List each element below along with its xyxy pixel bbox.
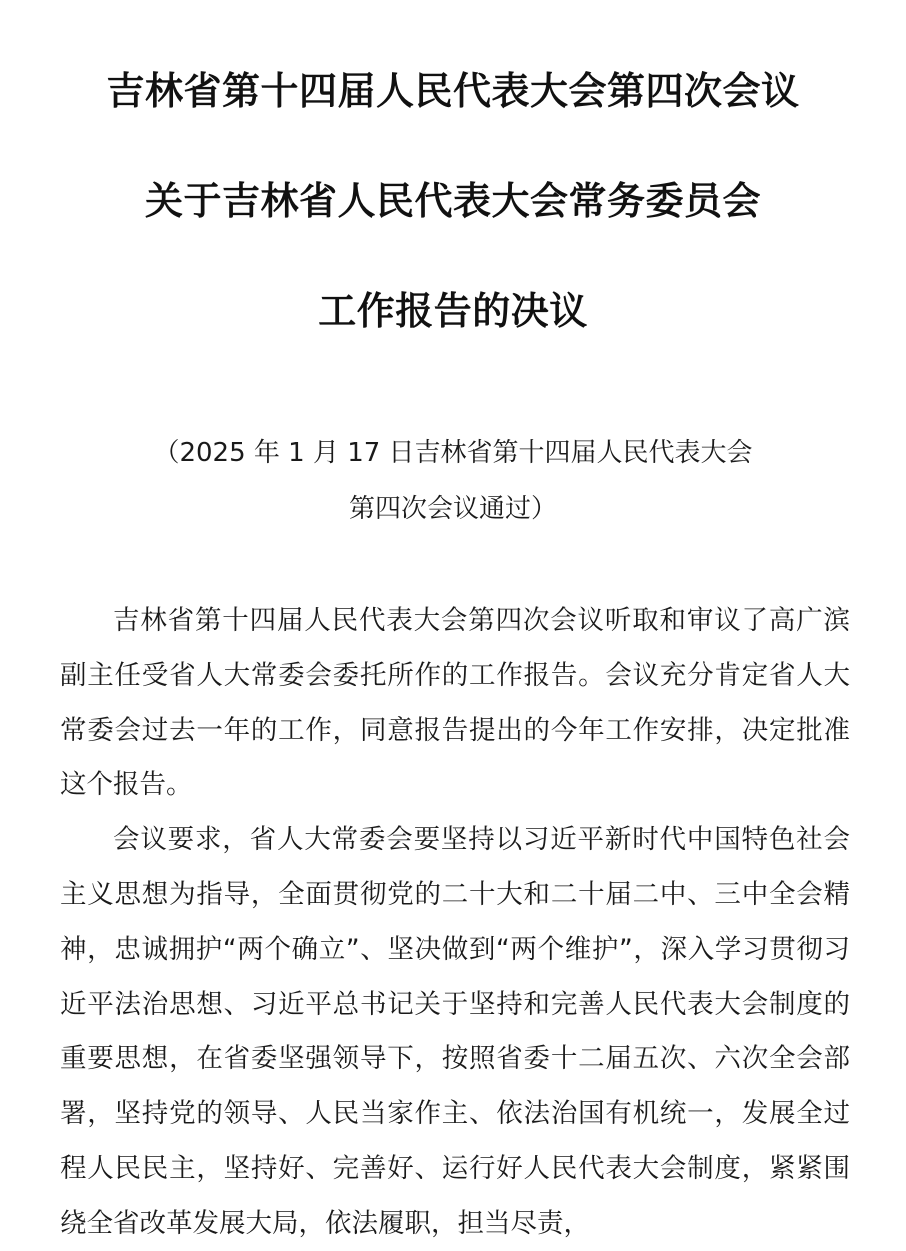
- document-body: [60, 594, 850, 1251]
- document-title-line-1: 吉林省第十四届人民代表大会第四次会议: [106, 68, 800, 113]
- document-title-line-3: 工作报告的决议: [318, 288, 588, 333]
- body-paragraph-2: 会议要求，省人大常委会要坚持以习近平新时代中国特色社会主义思想为指导，全面贯彻党的二十大和二十届二中、三中全会精神，忠诚拥护“两个确立”、坚决做到“两个维护”，深入学习贯彻习近平法治思想、习近平总书记关于坚持和完善人民代表大会制度的重要思想，在省委坚强领导下，按照省委十二届五次、六次全会部署，坚持党的领导、人民当家作主、依法治国有机统一，发展全过程人民民主，坚持好、完善好、运行好人民代表大会制度，紧紧围绕全省改革发展大局，依法履职，担当尽责，: [60, 824, 850, 1239]
- document-title-line-2: 关于吉林省人民代表大会常务委员会: [144, 178, 761, 223]
- body-paragraph-1: 吉林省第十四届人民代表大会第四次会议听取和审议了高广滨副主任受省人大常委会委托所作的工作报告。会议充分肯定省人大常委会过去一年的工作，同意报告提出的今年工作安排，决定批准这个报告。: [60, 605, 850, 801]
- adoption-note-line-2: 第四次会议通过）: [348, 494, 557, 524]
- adoption-note-line-1: （2025 年 1 月 17 日吉林省第十四届人民代表大会: [153, 438, 753, 468]
